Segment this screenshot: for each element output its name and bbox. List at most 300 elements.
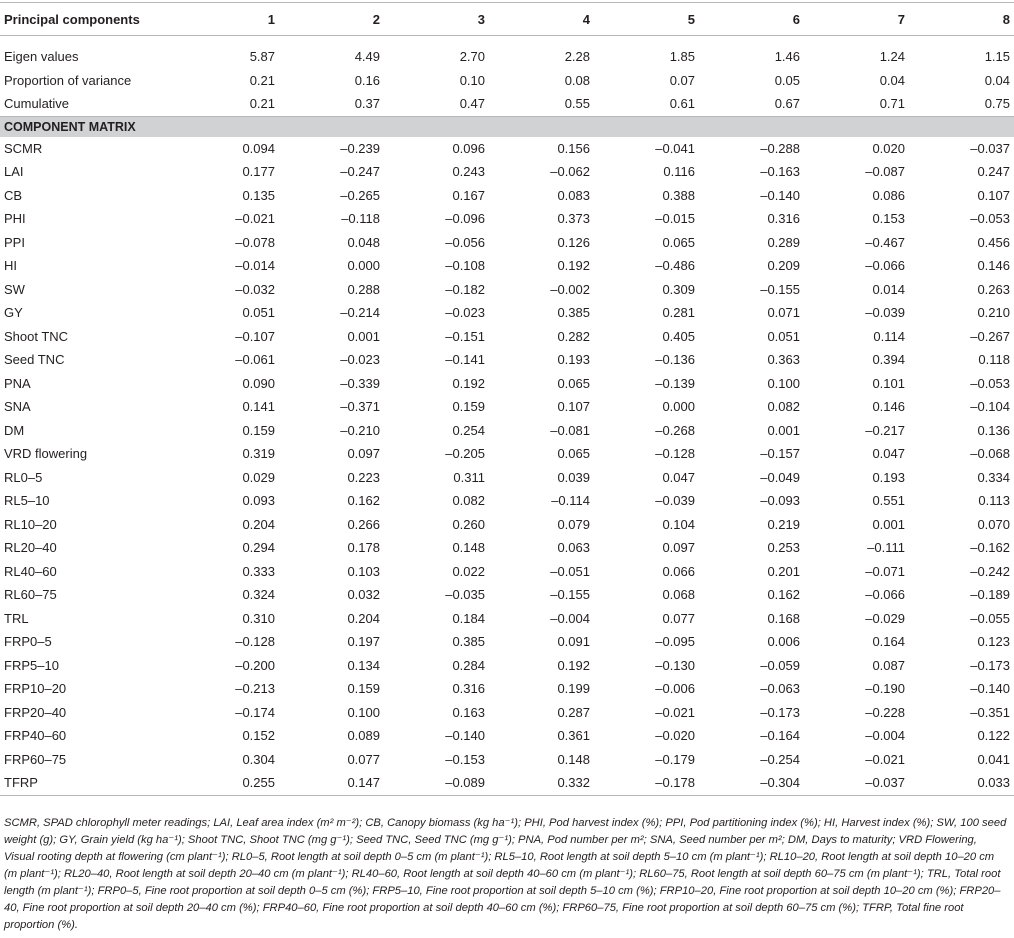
table-cell: –0.029 (865, 610, 905, 626)
table-row (0, 301, 1014, 325)
table-cell: 0.199 (557, 681, 590, 697)
table-cell: 0.284 (452, 657, 485, 673)
table-cell: 0.020 (872, 140, 905, 156)
table-cell: –0.128 (235, 634, 275, 650)
table-cell: –0.153 (445, 751, 485, 767)
table-cell: –0.021 (235, 211, 275, 227)
table-cell: –0.213 (235, 681, 275, 697)
table-cell: 0.148 (557, 751, 590, 767)
table-cell: –0.049 (760, 469, 800, 485)
table-cell: –0.179 (655, 751, 695, 767)
table-cell: 0.210 (977, 305, 1010, 321)
table-cell: 0.388 (662, 187, 695, 203)
table-row (0, 254, 1014, 278)
table-cell: 0.168 (767, 610, 800, 626)
table-cell: 0.100 (767, 375, 800, 391)
table-cell: –0.205 (445, 446, 485, 462)
table-cell: –0.371 (340, 399, 380, 415)
table-cell: 0.048 (347, 234, 380, 250)
table-cell: –0.178 (594, 771, 699, 795)
table-cell: –0.053 (970, 375, 1010, 391)
table-cell: 0.316 (767, 211, 800, 227)
table-cell: 0.332 (489, 771, 594, 795)
header-component-4: 4 (489, 3, 594, 36)
table-cell: 0.001 (347, 328, 380, 344)
table-row (0, 560, 1014, 584)
table-cell: 0.077 (662, 610, 695, 626)
table-cell: 0.047 (662, 469, 695, 485)
table-row (0, 92, 1014, 116)
table-cell: 0.141 (242, 399, 275, 415)
table-cell: 0.55 (564, 96, 590, 112)
table-cell: 0.551 (872, 493, 905, 509)
table-cell: –0.267 (970, 328, 1010, 344)
spacer-row (0, 36, 1014, 46)
table-cell: 0.47 (459, 96, 485, 112)
table-cell: 0.10 (459, 72, 485, 88)
row-label: PNA (4, 375, 31, 391)
table-cell: –0.214 (340, 305, 380, 321)
table-cell: –0.228 (865, 704, 905, 720)
table-row (0, 184, 1014, 208)
table-row (0, 45, 1014, 69)
table-cell: 0.000 (662, 399, 695, 415)
table-cell: 0.219 (767, 516, 800, 532)
table-cell: 0.126 (557, 234, 590, 250)
row-label: DM (4, 422, 25, 438)
table-cell: –0.021 (865, 751, 905, 767)
table-row (0, 771, 1014, 795)
table-cell: 0.022 (452, 563, 485, 579)
table-cell: 0.083 (557, 187, 590, 203)
table-cell: 0.001 (872, 516, 905, 532)
table-cell: –0.210 (340, 422, 380, 438)
table-row (0, 160, 1014, 184)
table-cell: –0.155 (760, 281, 800, 297)
row-label: FRP20–40 (4, 704, 67, 720)
table-cell: 0.101 (872, 375, 905, 391)
table-cell: 0.324 (242, 587, 275, 603)
table-row (0, 372, 1014, 396)
row-label: RL5–10 (4, 493, 50, 509)
table-cell: 0.164 (872, 634, 905, 650)
table-cell: –0.096 (445, 211, 485, 227)
table-cell: –0.162 (970, 540, 1010, 556)
table-cell: 0.000 (347, 258, 380, 274)
table-cell: –0.189 (970, 587, 1010, 603)
table-cell: 0.107 (557, 399, 590, 415)
table-cell: 0.089 (347, 728, 380, 744)
table-cell: 0.082 (767, 399, 800, 415)
table-cell: 0.113 (978, 493, 1010, 509)
table-cell: 0.153 (872, 211, 905, 227)
table-row (0, 466, 1014, 490)
table-cell: 0.363 (767, 352, 800, 368)
table-row (0, 325, 1014, 349)
table-cell: 0.091 (557, 634, 590, 650)
table-cell: –0.304 (699, 771, 804, 795)
table-cell: 0.063 (557, 540, 590, 556)
section-row (0, 116, 1014, 137)
row-label: SW (4, 281, 25, 297)
table-cell: 0.192 (557, 258, 590, 274)
table-cell: 0.304 (242, 751, 275, 767)
table-cell: –0.059 (760, 657, 800, 673)
table-cell: 0.090 (242, 375, 275, 391)
table-cell: –0.247 (340, 164, 380, 180)
table-cell: –0.035 (445, 587, 485, 603)
table-cell: 0.047 (872, 446, 905, 462)
table-cell: 0.104 (662, 516, 695, 532)
table-cell: 0.093 (242, 493, 275, 509)
table-cell: –0.141 (445, 352, 485, 368)
table-cell: –0.217 (865, 422, 905, 438)
row-label: Shoot TNC (4, 328, 69, 344)
table-cell: –0.486 (655, 258, 695, 274)
table-cell: –0.023 (445, 305, 485, 321)
table-cell: 0.086 (872, 187, 905, 203)
row-label: FRP5–10 (4, 657, 59, 673)
section-title: COMPONENT MATRIX (0, 116, 1014, 137)
table-cell: 0.178 (347, 540, 380, 556)
table-cell: –0.128 (655, 446, 695, 462)
table-cell: 0.177 (242, 164, 275, 180)
table-row (0, 677, 1014, 701)
table-cell: 0.16 (354, 72, 380, 88)
table-cell: 0.082 (452, 493, 485, 509)
table-cell: 0.385 (452, 634, 485, 650)
table-cell: –0.068 (970, 446, 1010, 462)
header-component-1: 1 (174, 3, 279, 36)
table-cell: –0.039 (865, 305, 905, 321)
table-cell: –0.467 (865, 234, 905, 250)
header-component-8: 8 (909, 3, 1014, 36)
table-cell: 0.065 (662, 234, 695, 250)
row-label: RL0–5 (4, 469, 43, 485)
table-cell: 0.209 (767, 258, 800, 274)
table-cell: –0.051 (550, 563, 590, 579)
table-cell: 0.136 (977, 422, 1010, 438)
table-cell: –0.014 (235, 258, 275, 274)
table-cell: –0.164 (760, 728, 800, 744)
table-cell: –0.173 (970, 657, 1010, 673)
table-cell: –0.053 (970, 211, 1010, 227)
table-cell: –0.288 (760, 140, 800, 156)
table-cell: 0.21 (249, 72, 275, 88)
table-cell: –0.020 (655, 728, 695, 744)
row-label: Proportion of variance (4, 72, 132, 88)
table-cell: 0.193 (557, 352, 590, 368)
table-cell: 2.28 (564, 49, 590, 65)
table-cell: –0.055 (970, 610, 1010, 626)
table-cell: –0.163 (760, 164, 800, 180)
table-cell: –0.066 (865, 587, 905, 603)
row-label: RL60–75 (4, 587, 57, 603)
table-cell: 0.065 (557, 375, 590, 391)
table-cell: 0.309 (662, 281, 695, 297)
table-cell: 0.134 (347, 657, 380, 673)
table-cell: 0.097 (662, 540, 695, 556)
table-cell: –0.004 (865, 728, 905, 744)
table-row (0, 395, 1014, 419)
table-cell: 0.122 (977, 728, 1010, 744)
table-row (0, 654, 1014, 678)
table-cell: 0.282 (557, 328, 590, 344)
table-cell: 0.254 (452, 422, 485, 438)
table-row (0, 348, 1014, 372)
table-cell: 0.107 (977, 187, 1010, 203)
table-row (0, 489, 1014, 513)
table-cell: 0.156 (557, 140, 590, 156)
table-cell: 0.263 (977, 281, 1010, 297)
table-cell: 0.253 (767, 540, 800, 556)
row-label: RL40–60 (4, 563, 57, 579)
row-label: FRP10–20 (4, 681, 67, 697)
table-cell: –0.111 (867, 540, 905, 556)
table-cell: –0.174 (235, 704, 275, 720)
table-cell: 0.123 (977, 634, 1010, 650)
table-cell: –0.041 (655, 140, 695, 156)
table-cell: 0.152 (242, 728, 275, 744)
table-cell: 0.08 (564, 72, 590, 88)
table-row (0, 513, 1014, 537)
table-cell: 0.148 (452, 540, 485, 556)
table-cell: –0.339 (340, 375, 380, 391)
table-cell: 0.051 (242, 305, 275, 321)
table-cell: 0.07 (669, 72, 695, 88)
table-cell: 0.116 (663, 164, 695, 180)
table-cell: –0.200 (235, 657, 275, 673)
pca-table (0, 2, 1014, 796)
table-cell: 0.289 (767, 234, 800, 250)
table-cell: –0.002 (550, 281, 590, 297)
header-component-3: 3 (384, 3, 489, 36)
table-cell: 0.361 (557, 728, 590, 744)
table-cell: –0.056 (445, 234, 485, 250)
table-row (0, 583, 1014, 607)
table-cell: 0.333 (242, 563, 275, 579)
table-cell: 0.087 (872, 657, 905, 673)
table-cell: –0.089 (384, 771, 489, 795)
table-cell: –0.081 (550, 422, 590, 438)
table-cell: 0.167 (452, 187, 485, 203)
table-cell: 0.193 (872, 469, 905, 485)
table-row (0, 536, 1014, 560)
table-cell: 0.070 (977, 516, 1010, 532)
table-cell: 0.247 (977, 164, 1010, 180)
table-cell: 0.041 (977, 751, 1010, 767)
row-label: VRD flowering (4, 446, 88, 462)
table-cell: 0.04 (984, 72, 1010, 88)
row-label: SCMR (4, 140, 43, 156)
table-cell: 0.394 (872, 352, 905, 368)
table-cell: 0.373 (557, 211, 590, 227)
table-cell: 0.405 (662, 328, 695, 344)
table-cell: 4.49 (354, 49, 380, 65)
row-label: FRP60–75 (4, 751, 67, 767)
table-row (0, 607, 1014, 631)
table-cell: 0.311 (453, 469, 485, 485)
header-component-2: 2 (279, 3, 384, 36)
table-cell: 0.201 (767, 563, 800, 579)
table-cell: –0.095 (655, 634, 695, 650)
table-cell: 0.147 (279, 771, 384, 795)
table-cell: 0.184 (452, 610, 485, 626)
table-row (0, 442, 1014, 466)
table-cell: 0.051 (767, 328, 800, 344)
header-component-7: 7 (804, 3, 909, 36)
table-cell: 0.071 (767, 305, 800, 321)
table-cell: 0.079 (557, 516, 590, 532)
table-cell: 0.033 (909, 771, 1014, 795)
table-cell: 0.097 (347, 446, 380, 462)
table-cell: 0.162 (767, 587, 800, 603)
row-label: FRP40–60 (4, 728, 67, 744)
table-cell: –0.114 (551, 493, 590, 509)
table-cell: –0.108 (445, 258, 485, 274)
row-label: PPI (4, 234, 25, 250)
table-cell: 0.014 (872, 281, 905, 297)
table-cell: –0.006 (655, 681, 695, 697)
header-component-6: 6 (699, 3, 804, 36)
table-cell: 0.162 (347, 493, 380, 509)
table-cell: –0.136 (655, 352, 695, 368)
table-cell: 0.159 (347, 681, 380, 697)
table-cell: –0.118 (341, 211, 380, 227)
table-row (0, 630, 1014, 654)
table-cell: –0.239 (340, 140, 380, 156)
table-body (0, 36, 1014, 796)
table-cell: –0.268 (655, 422, 695, 438)
table-cell: 0.100 (347, 704, 380, 720)
table-cell: 0.287 (557, 704, 590, 720)
table-cell: –0.351 (970, 704, 1010, 720)
table-cell: 0.255 (174, 771, 279, 795)
table-cell: –0.063 (760, 681, 800, 697)
table-cell: 0.243 (452, 164, 485, 180)
header-label: Principal components (0, 3, 174, 36)
table-cell: 0.204 (242, 516, 275, 532)
table-cell: –0.107 (235, 328, 275, 344)
table-cell: –0.140 (445, 728, 485, 744)
table-row (0, 207, 1014, 231)
row-label: PHI (4, 211, 26, 227)
table-cell: 0.223 (347, 469, 380, 485)
table-cell: 0.288 (347, 281, 380, 297)
table-cell: 0.032 (347, 587, 380, 603)
table-footnote: SCMR, SPAD chlorophyll meter readings; LAI, Leaf area index (m² m⁻²); CB, Canopy biomass (kg ha⁻¹); PHI, Pod harvest index (%); PPI, Pod partitioning index (%); HI, Harvest index (%); SW, 100 seed weight (g); GY, Grain yield (kg ha⁻¹); Shoot TNC, Shoot TNC (mg g⁻¹); Seed TNC, Seed TNC (mg g⁻¹); PNA, Pod number per m²; SNA, Seed number per m²; DM, Days to maturity; VRD Flowering, Visual rooting depth at flowering (cm plant⁻¹); RL0–5, Root length at soil depth 0–5 cm (m plant⁻¹); RL5–10, Root length at soil depth 5–10 cm (m plant⁻¹); RL10–20, Root length at soil depth 10–20 cm (m plant⁻¹); RL20–40, Root length at soil depth 20–40 cm (m plant⁻¹); RL40–60, Root length at soil depth 40–60 cm (m plant⁻¹); RL60–75, Root length at soil depth 60–75 cm (m plant⁻¹); TRL, Total root length (m plant⁻¹); FRP0–5, Fine root proportion at soil depth 0–5 cm (%); FRP5–10, Fine root proportion at soil depth 5–10 cm (%); FRP10–20, Fine root proportion at soil depth 10–20 cm (%); FRP20–40, Fine root proportion at soil depth 20–40 cm (%); FRP40–60, Fine root proportion at soil depth 40–60 cm (%); FRP60–75, Fine root proportion at soil depth 60–75 cm (%); TFRP, Total fine root proportion (%). (4, 817, 1007, 931)
table-cell: –0.039 (655, 493, 695, 509)
table-cell: 1.15 (984, 49, 1010, 65)
header-component-5: 5 (594, 3, 699, 36)
table-cell: 1.85 (669, 49, 695, 65)
table-cell: –0.155 (550, 587, 590, 603)
table-row (0, 231, 1014, 255)
row-label: GY (4, 305, 23, 321)
table-row (0, 701, 1014, 725)
table-row (0, 137, 1014, 161)
row-label: Eigen values (4, 49, 79, 65)
table-row (0, 748, 1014, 772)
table-cell: 0.319 (242, 446, 275, 462)
row-label: RL10–20 (4, 516, 57, 532)
table-cell: 0.37 (354, 96, 380, 112)
table-cell: 0.05 (774, 72, 800, 88)
table-cell: 0.146 (872, 399, 905, 415)
row-label: Cumulative (4, 96, 70, 112)
table-cell: 0.385 (557, 305, 590, 321)
table-cell: –0.023 (340, 352, 380, 368)
table-cell: –0.242 (970, 563, 1010, 579)
table-cell: 2.70 (459, 49, 485, 65)
table-cell: –0.140 (970, 681, 1010, 697)
table-cell: –0.139 (655, 375, 695, 391)
table-cell: 0.065 (557, 446, 590, 462)
table-cell: 0.146 (977, 258, 1010, 274)
table-cell: 0.310 (242, 610, 275, 626)
table-cell: –0.015 (655, 211, 695, 227)
table-cell: –0.254 (760, 751, 800, 767)
table-cell: 0.192 (452, 375, 485, 391)
table-cell: –0.151 (445, 328, 485, 344)
table-cell: 0.456 (977, 234, 1010, 250)
table-cell: –0.173 (760, 704, 800, 720)
table-header-row (0, 3, 1014, 36)
table-cell: 0.04 (879, 72, 905, 88)
table-cell: 0.006 (767, 634, 800, 650)
table-cell: 0.197 (347, 634, 380, 650)
table-cell: 0.118 (978, 352, 1010, 368)
table-cell: 0.21 (249, 96, 275, 112)
table-row (0, 69, 1014, 93)
row-label: HI (4, 258, 17, 274)
table-row (0, 419, 1014, 443)
table-cell: –0.104 (970, 399, 1010, 415)
table-cell: 0.61 (669, 96, 695, 112)
table-cell: –0.130 (655, 657, 695, 673)
table-cell: 1.24 (879, 49, 905, 65)
table-cell: –0.037 (804, 771, 909, 795)
table-cell: –0.071 (865, 563, 905, 579)
table-cell: –0.032 (235, 281, 275, 297)
table-cell: –0.157 (760, 446, 800, 462)
table-cell: 0.266 (347, 516, 380, 532)
table-cell: 0.135 (242, 187, 275, 203)
table-cell: –0.062 (550, 164, 590, 180)
table-cell: 0.67 (774, 96, 800, 112)
table-cell: 0.094 (242, 140, 275, 156)
table-cell: 0.039 (557, 469, 590, 485)
table-cell: 0.029 (242, 469, 275, 485)
row-label: RL20–40 (4, 540, 57, 556)
table-cell: 0.334 (977, 469, 1010, 485)
table-cell: –0.066 (865, 258, 905, 274)
table-cell: –0.078 (235, 234, 275, 250)
table-cell: 0.163 (452, 704, 485, 720)
table-cell: –0.093 (760, 493, 800, 509)
table-cell: 0.114 (873, 328, 905, 344)
table-cell: 0.75 (984, 96, 1010, 112)
table-cell: –0.182 (445, 281, 485, 297)
row-label: TRL (4, 610, 29, 626)
row-label: Seed TNC (4, 352, 65, 368)
table-cell: 0.281 (662, 305, 695, 321)
table-cell: 5.87 (249, 49, 275, 65)
row-label: FRP0–5 (4, 634, 52, 650)
table-cell: 0.260 (452, 516, 485, 532)
table-cell: 0.159 (242, 422, 275, 438)
table-cell: –0.140 (760, 187, 800, 203)
